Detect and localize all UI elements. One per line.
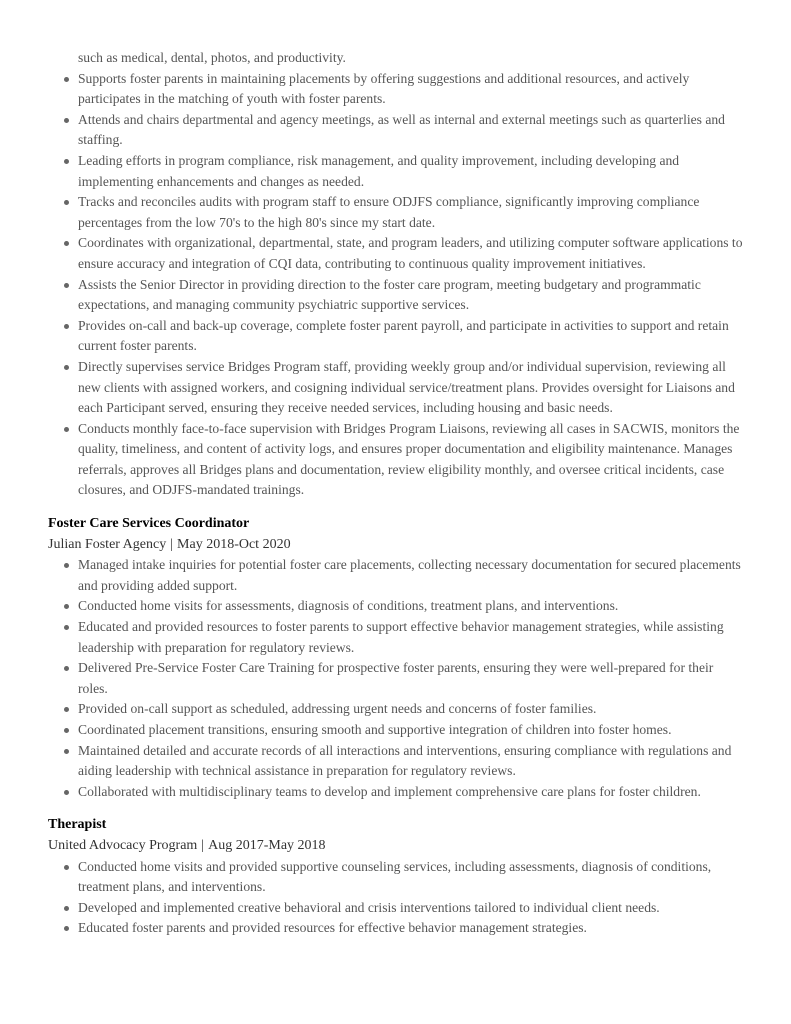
list-item: Educated foster parents and provided resources for effective behavior management strategies. <box>48 918 743 939</box>
list-item: Conducts monthly face-to-face supervision with Bridges Program Liaisons, reviewing all cases in SACWIS, monitors the quality, timeliness, and content of activity logs, and ensures proper documentation and eligibility maintenance. Manages referrals, approves all Bridges plans and documentation, review eligibility monthly, and oversee critical incidents, case closures, and ODJFS-mandated trainings. <box>48 419 743 501</box>
list-item: Coordinates with organizational, departmental, state, and program leaders, and utilizing computer software applications to ensure accuracy and integration of CQI data, contributing to continuous quality improvement initiatives. <box>48 233 743 274</box>
job-title: Foster Care Services Coordinator <box>48 516 250 532</box>
job-meta <box>48 836 743 857</box>
list-item: Educated and provided resources to foster parents to support effective behavior management strategies, while assisting leadership with preparation for regulatory reviews. <box>48 617 743 658</box>
list-item: Assists the Senior Director in providing direction to the foster care program, meeting budgetary and programmatic expectations, and managing community psychiatric supportive services. <box>48 275 743 316</box>
list-item: Coordinated placement transitions, ensuring smooth and supportive integration of children into foster homes. <box>48 720 743 741</box>
list-item: Collaborated with multidisciplinary teams to develop and implement comprehensive care plans for foster children. <box>48 782 743 803</box>
job-dates: Aug 2017-May 2018 <box>208 837 326 853</box>
employer-name: Julian Foster Agency <box>48 536 167 552</box>
job-foster-care-coordinator <box>48 514 743 802</box>
meta-separator: | <box>170 536 174 552</box>
job-bullet-list <box>48 555 743 802</box>
list-item: Provides on-call and back-up coverage, complete foster parent payroll, and participate in activities to support and retain current foster parents. <box>48 316 743 357</box>
job-dates: May 2018-Oct 2020 <box>177 536 291 552</box>
list-item: Conducted home visits and provided supportive counseling services, including assessments, diagnosis of conditions, treatment plans, and interventions. <box>48 857 743 898</box>
list-item: Attends and chairs departmental and agency meetings, as well as internal and external meetings such as quarterlies and staffing. <box>48 110 743 151</box>
list-item: Developed and implemented creative behavioral and crisis interventions tailored to individual client needs. <box>48 898 743 919</box>
list-item: Delivered Pre-Service Foster Care Training for prospective foster parents, ensuring they were well-prepared for their roles. <box>48 658 743 699</box>
list-item: Provided on-call support as scheduled, addressing urgent needs and concerns of foster families. <box>48 699 743 720</box>
list-item: Maintained detailed and accurate records of all interactions and interventions, ensuring compliance with regulations and aiding leadership with technical assistance in preparation for regulatory reviews. <box>48 741 743 782</box>
job-bullet-list <box>48 857 743 939</box>
list-item: Tracks and reconciles audits with program staff to ensure ODJFS compliance, significantly improving compliance percentages from the low 70's to the high 80's since my start date. <box>48 192 743 233</box>
list-item: Directly supervises service Bridges Program staff, providing weekly group and/or individual supervision, reviewing all new clients with assigned workers, and cosigning individual service/treatment plans. Provides oversight for Liaisons and each Participant served, ensuring they receive needed services, including housing and basic needs. <box>48 357 743 419</box>
job-meta <box>48 535 743 556</box>
previous-job-bullet-list <box>48 48 743 501</box>
job-title: Therapist <box>48 817 107 833</box>
list-item: Supports foster parents in maintaining placements by offering suggestions and additional resources, and actively participates in the matching of youth with foster parents. <box>48 69 743 110</box>
list-item: Conducted home visits for assessments, diagnosis of conditions, treatment plans, and interventions. <box>48 596 743 617</box>
meta-separator: | <box>201 837 205 853</box>
list-item: such as medical, dental, photos, and productivity. <box>78 50 346 65</box>
job-therapist <box>48 815 743 939</box>
list-item: Leading efforts in program compliance, risk management, and quality improvement, including developing and implementing enhancements and changes as needed. <box>48 151 743 192</box>
list-item: Managed intake inquiries for potential foster care placements, collecting necessary documentation for secured placements and providing added support. <box>48 555 743 596</box>
employer-name: United Advocacy Program <box>48 837 198 853</box>
